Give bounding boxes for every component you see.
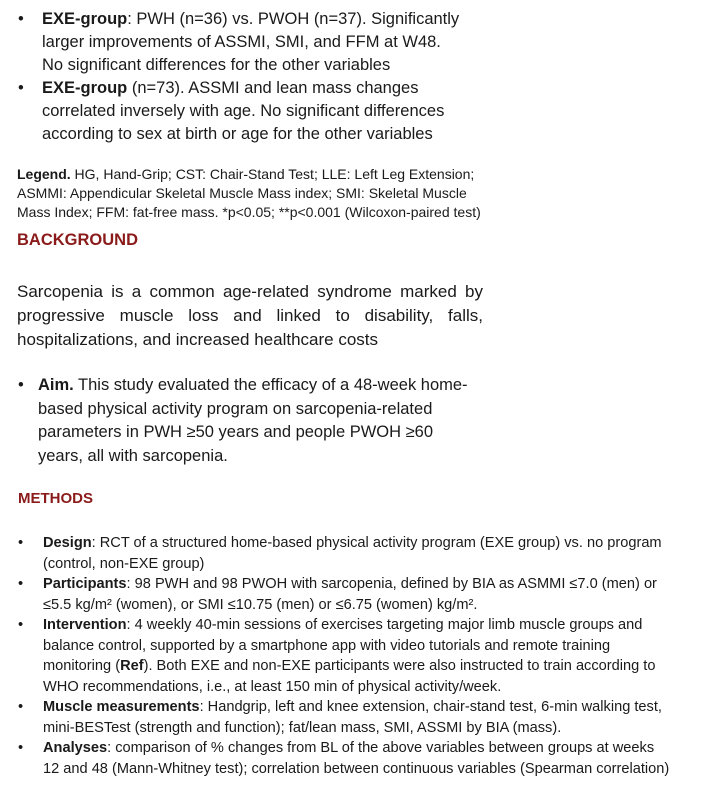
methods-design	[18, 533, 669, 574]
background-paragraph	[17, 280, 483, 352]
legend-label: Legend.	[17, 166, 71, 182]
intervention-line3a: monitoring (	[43, 658, 121, 674]
intervention-line3b: ). Both EXE and non-EXE participants were also instructed to train according to	[143, 658, 656, 674]
background-line2: progressive muscle loss and linked to disability, falls,	[17, 306, 483, 325]
bullet-2-bold: EXE-group	[42, 79, 128, 97]
legend-line2: ASMMI: Appendicular Skeletal Muscle Mass index; SMI: Skeletal Muscle	[17, 185, 467, 201]
intervention-bold: Intervention	[43, 617, 127, 633]
bullet-dot: •	[18, 79, 24, 97]
intervention-line1: : 4 weekly 40-min sessions of exercises targeting major limb muscle groups and	[126, 617, 643, 633]
muscle-bold: Muscle measurements	[43, 699, 200, 715]
methods-intervention	[18, 615, 669, 697]
bullet-2-line3: according to sex at birth or age for the other variables	[42, 125, 433, 143]
aim-line4: years, all with sarcopenia.	[38, 446, 228, 465]
results-bullet-2	[18, 77, 459, 146]
bullet-1-bold: EXE-group	[42, 10, 128, 28]
aim-line3: parameters in PWH ≥50 years and people PWOH ≥60	[38, 423, 434, 441]
methods-muscle	[18, 697, 669, 738]
aim-line2: based physical activity program on sarcopenia-related	[38, 399, 433, 418]
methods-participants	[18, 574, 669, 615]
bullet-dot: •	[18, 535, 24, 551]
background-line1: Sarcopenia is a common age-related syndrome marked by	[17, 282, 483, 301]
legend	[17, 165, 481, 222]
design-bold: Design	[43, 535, 92, 551]
legend-line1: HG, Hand-Grip; CST: Chair-Stand Test; LLE: Left Leg Extension;	[70, 166, 475, 182]
intervention-line4: WHO recommendations, i.e., at least 150 min of physical activity/week.	[43, 678, 502, 695]
bullet-1-text: : PWH (n=36) vs. PWOH (n=37). Significantly	[127, 10, 460, 28]
bullet-dot: •	[18, 10, 24, 28]
results-bullet-1	[18, 8, 459, 77]
analyses-bold: Analyses	[43, 740, 108, 756]
design-line2: (control, non-EXE group)	[43, 555, 205, 572]
muscle-line1: : Handgrip, left and knee extension, chair-stand test, 6-min walking test,	[199, 699, 662, 715]
bullet-2-text: (n=73). ASSMI and lean mass changes	[127, 79, 419, 97]
results-bullets	[18, 8, 459, 146]
participants-line2: ≤5.5 kg/m² (women), or SMI ≤10.75 (men) or ≤6.75 (women) kg/m².	[43, 596, 478, 613]
analyses-line1: : comparison of % changes from BL of the above variables between groups at weeks	[107, 740, 655, 756]
muscle-line2: mini-BESTest (strength and function); fat/lean mass, SMI, ASSMI by BIA (mass).	[43, 719, 562, 736]
bullet-1-line2: larger improvements of ASSMI, SMI, and FFM at W48.	[42, 33, 441, 51]
participants-bold: Participants	[43, 576, 127, 592]
bullet-dot: •	[18, 617, 24, 633]
bullet-dot: •	[18, 740, 24, 756]
aim-line1: This study evaluated the efficacy of a 48-week home-	[73, 376, 468, 394]
legend-line3: Mass Index; FFM: fat-free mass. *p<0.05; **p<0.001 (Wilcoxon-paired test)	[17, 204, 481, 220]
bullet-2-line2: correlated inversely with age. No significant differences	[42, 102, 445, 120]
methods-bullets	[18, 533, 669, 779]
aim-bullet	[18, 374, 468, 468]
methods-heading: METHODS	[18, 490, 93, 507]
design-line1: : RCT of a structured home-based physical activity program (EXE group) vs. no program	[91, 535, 662, 551]
methods-analyses	[18, 738, 669, 779]
bullet-dot: •	[18, 576, 24, 592]
bullet-1-line3: No significant differences for the other variables	[42, 56, 391, 74]
aim-bold: Aim.	[38, 376, 74, 394]
bullet-dot: •	[18, 699, 24, 715]
background-heading: BACKGROUND	[17, 231, 138, 249]
background-line3: hospitalizations, and increased healthcare costs	[17, 330, 378, 349]
intervention-ref: Ref	[120, 658, 144, 674]
intervention-line2: balance control, supported by a smartphone app with video tutorials and remote training	[43, 637, 611, 654]
bullet-dot: •	[18, 376, 24, 394]
analyses-line2: 12 and 48 (Mann-Whitney test); correlation between continuous variables (Spearman correlation)	[43, 760, 670, 777]
participants-line1: : 98 PWH and 98 PWOH with sarcopenia, defined by BIA as ASMMI ≤7.0 (men) or	[126, 576, 657, 592]
